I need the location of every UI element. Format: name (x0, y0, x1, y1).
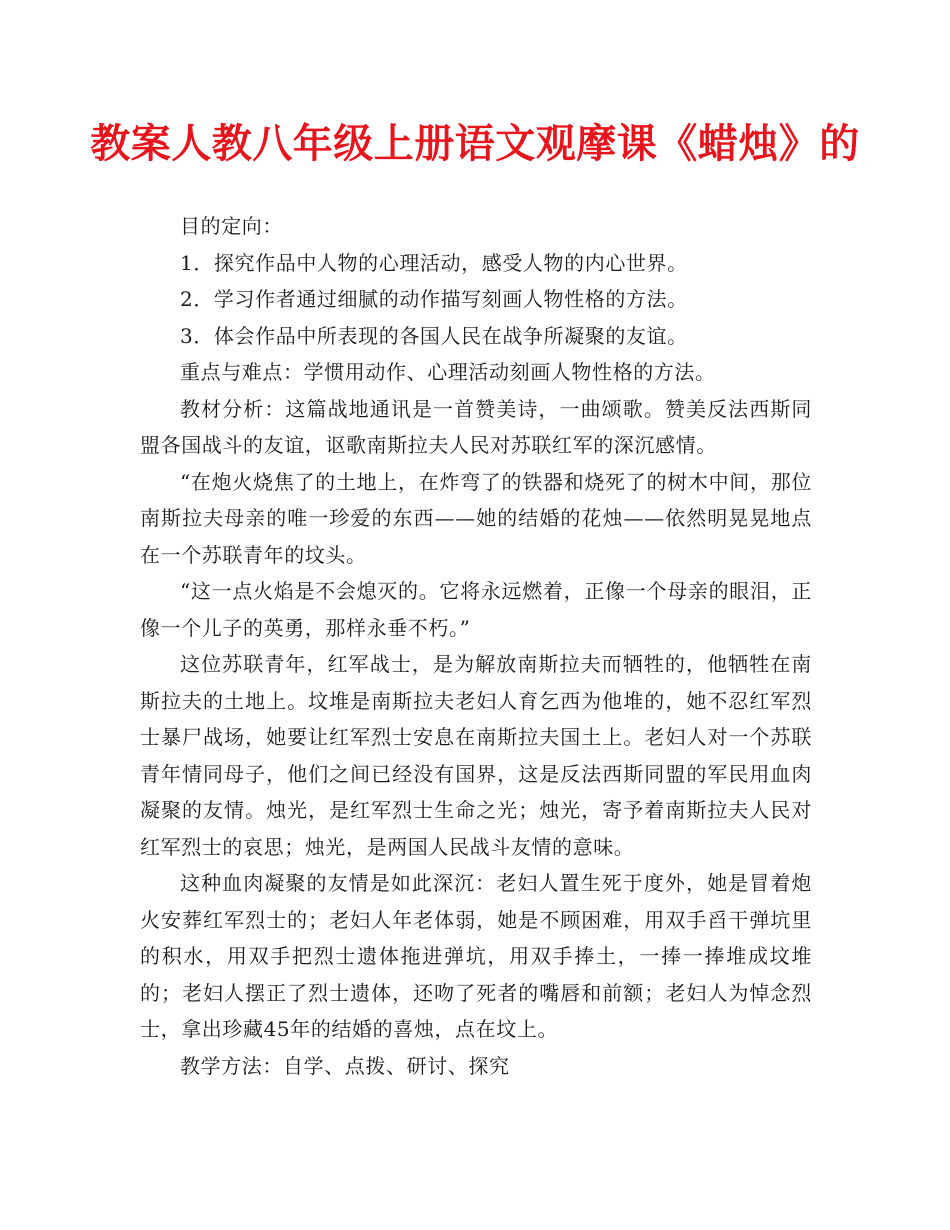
goal-item-1: 1．探究作品中人物的心理活动，感受人物的内心世界。 (180, 250, 688, 275)
analysis-paragraph-1: 这位苏联青年，红军战士，是为解放南斯拉夫而牺牲的，他牺牲在南斯拉夫的土地上。坟堆是南斯拉夫老妇人育乞西为他堆的，她不忍红军烈士暴尸战场，她要让红军烈士安息在南斯拉夫国土上。老妇人对一个苏联青年情同母子，他们之间已经没有国界，这是反法西斯同盟的军民用血肉凝聚的友情。烛光，是红军烈士生命之光；烛光，寄予着南斯拉夫人民对红军烈士的哀思；烛光，是两国人民战斗友情的意味。 (140, 652, 812, 859)
quote-paragraph-1: “在炮火烧焦了的土地上，在炸弯了的铁器和烧死了的树木中间，那位南斯拉夫母亲的唯一珍爱的东西——她的结婚的花烛——依然明晃晃地点在一个苏联青年的坟头。 (140, 469, 812, 567)
document-title: 教案人教八年级上册语文观摩课《蜡烛》的 (90, 121, 860, 167)
document-body (140, 208, 812, 1084)
section-heading-goal: 目的定向： (180, 214, 283, 238)
goal-item-2: 2．学习作者通过细腻的动作描写刻画人物性格的方法。 (180, 287, 688, 311)
analysis-paragraph-2: 这种血肉凝聚的友情是如此深沉：老妇人置生死于度外，她是冒着炮火安葬红军烈士的；老妇人年老体弱，她是不顾困难，用双手舀干弹坑里的积水，用双手把烈士遗体拖进弹坑，用双手捧土，一捧一捧堆成坟堆的；老妇人摆正了烈士遗体，还吻了死者的嘴唇和前额；老妇人为悼念烈士，拿出珍藏45年的结婚的喜烛，点在坟上。 (140, 871, 812, 1041)
teaching-method-paragraph: 教学方法：自学、点拨、研讨、探究 (180, 1053, 510, 1078)
key-points-paragraph: 重点与难点：学惯用动作、心理活动刻画人物性格的方法。 (180, 360, 716, 384)
goal-item-3: 3．体会作品中所表现的各国人民在战争所凝聚的友谊。 (180, 323, 688, 348)
quote-paragraph-2: “这一点火焰是不会熄灭的。它将永远燃着，正像一个母亲的眼泪，正像一个儿子的英勇，那样永垂不朽。” (140, 579, 812, 640)
material-analysis-paragraph: 教材分析：这篇战地通讯是一首赞美诗，一曲颂歌。赞美反法西斯同盟各国战斗的友谊，讴歌南斯拉夫人民对苏联红军的深沉感情。 (140, 396, 812, 457)
